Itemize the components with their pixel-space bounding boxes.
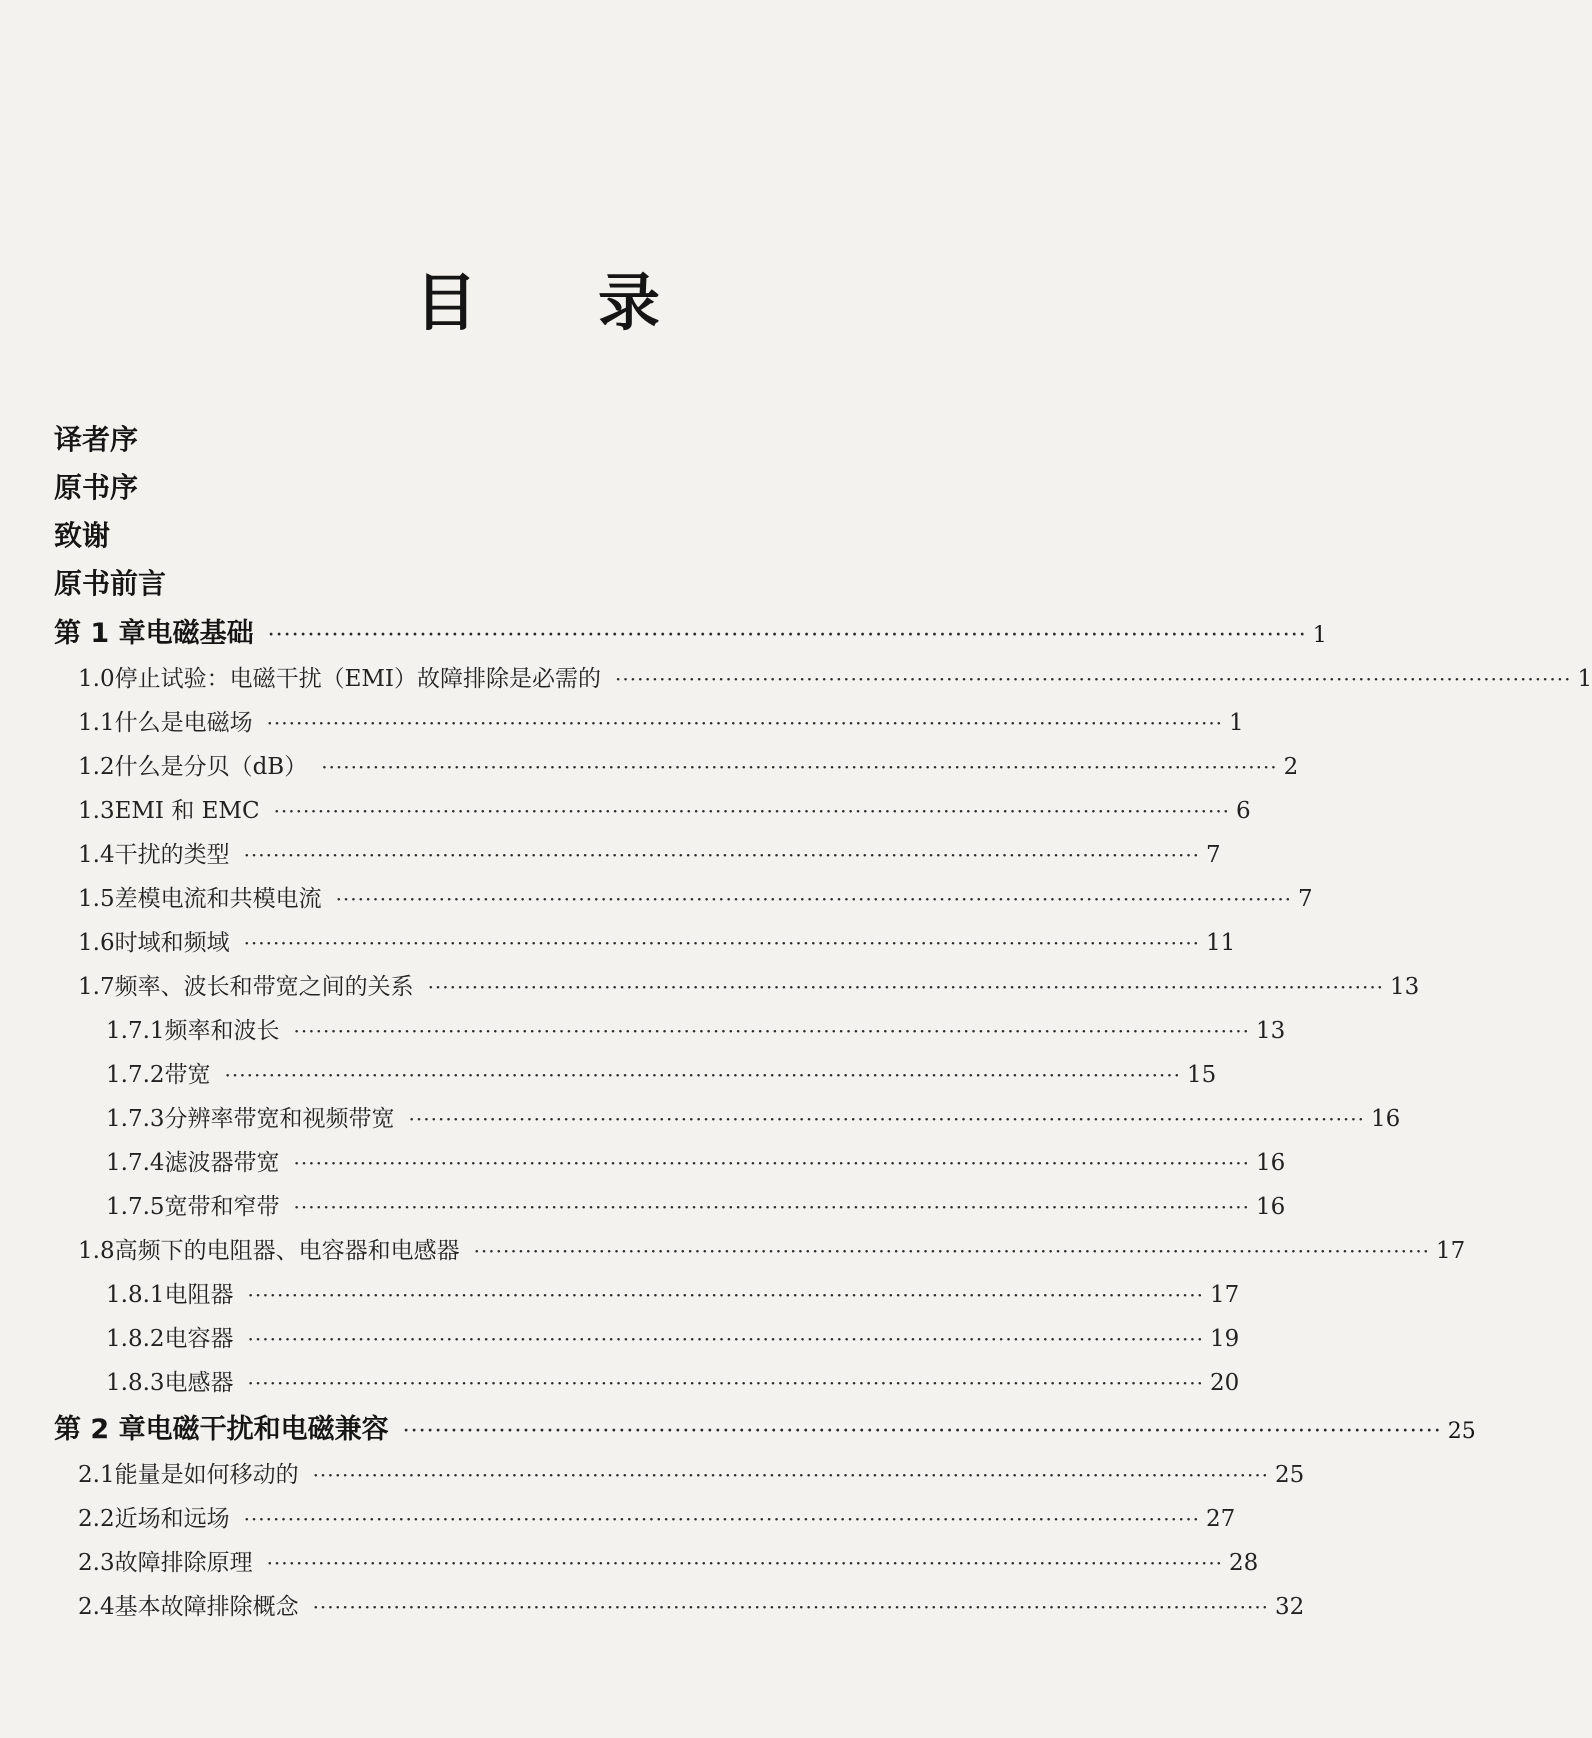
title-char-1: 目 <box>415 266 478 339</box>
toc-section-1-4 <box>78 838 1221 872</box>
toc-section-2-4 <box>78 1590 1305 1624</box>
page-number: 16 <box>1256 1150 1286 1176</box>
subsection-number: 1.7.5 <box>106 1194 165 1220</box>
section-title: 高频下的电阻器、电容器和电感器 <box>114 1238 460 1264</box>
page-number: 2 <box>1283 754 1299 780</box>
toc-section-2-1 <box>78 1458 1305 1492</box>
title-char-2: 录 <box>598 266 661 339</box>
section-title: 干扰的类型 <box>114 842 230 868</box>
subsection-number: 1.7.1 <box>106 1018 165 1044</box>
section-number: 1.3 <box>78 798 115 824</box>
chapter-title: 电磁干扰和电磁兼容 <box>145 1414 389 1445</box>
subsection-title: 滤波器带宽 <box>164 1150 280 1176</box>
section-number: 1.8 <box>78 1238 115 1264</box>
front-matter-foreword: 原书前言 <box>54 567 167 600</box>
page-number: 1 <box>1577 666 1592 692</box>
subsection-title: 电容器 <box>164 1326 234 1352</box>
toc-section-2-3 <box>78 1546 1259 1580</box>
dot-leader: ·································································································································· <box>266 711 1224 735</box>
subsection-number: 1.8.3 <box>106 1370 165 1396</box>
section-title: 什么是分贝（dB） <box>114 754 308 780</box>
section-number: 1.1 <box>78 710 115 736</box>
toc-subsection-1-8-3 <box>106 1366 1240 1400</box>
dot-leader: ·································································································································· <box>224 1063 1181 1087</box>
section-number: 1.7 <box>78 974 115 1000</box>
section-title: 基本故障排除概念 <box>114 1594 299 1620</box>
dot-leader: ·································································································································· <box>293 1195 1250 1219</box>
section-number: 2.2 <box>78 1506 115 1532</box>
page-number: 15 <box>1187 1062 1217 1088</box>
page-number: 16 <box>1371 1106 1401 1132</box>
page-number: 32 <box>1275 1594 1305 1620</box>
subsection-number: 1.8.2 <box>106 1326 165 1352</box>
section-title: 时域和频域 <box>114 930 230 956</box>
dot-leader: ·································································································································· <box>273 799 1231 823</box>
section-number: 1.0 <box>78 666 115 692</box>
dot-leader: ·································································································································· <box>247 1371 1204 1395</box>
front-matter-original-preface: 原书序 <box>54 471 139 504</box>
section-title: 什么是电磁场 <box>114 710 253 736</box>
section-number: 1.2 <box>78 754 115 780</box>
section-number: 2.3 <box>78 1550 115 1576</box>
chapter-title: 电磁基础 <box>145 618 254 649</box>
toc-section-1-0 <box>78 662 1592 696</box>
section-number: 1.6 <box>78 930 115 956</box>
subsection-title: 带宽 <box>164 1062 211 1088</box>
subsection-number: 1.7.3 <box>106 1106 165 1132</box>
dot-leader: ·································································································································· <box>243 1507 1201 1531</box>
front-matter-acknowledgements: 致谢 <box>54 519 111 552</box>
section-title: 差模电流和共模电流 <box>114 886 322 912</box>
dot-leader: ·································································································································· <box>427 975 1385 999</box>
subsection-title: 电感器 <box>164 1370 234 1396</box>
dot-leader: ·································································································································· <box>243 843 1201 867</box>
page-number: 17 <box>1210 1282 1240 1308</box>
page-number: 11 <box>1206 930 1236 956</box>
dot-leader: ·································································································································· <box>335 887 1293 911</box>
subsection-title: 宽带和窄带 <box>164 1194 280 1220</box>
chapter-number: 第 1 章 <box>54 618 146 649</box>
toc-subsection-1-8-1 <box>106 1278 1240 1312</box>
section-title: 频率、波长和带宽之间的关系 <box>114 974 414 1000</box>
toc-chapter-1 <box>54 616 1327 654</box>
page-number: 17 <box>1436 1238 1466 1264</box>
section-title: 停止试验：电磁干扰（EMI）故障排除是必需的 <box>114 666 602 692</box>
dot-leader: ·································································································································· <box>402 1419 1442 1444</box>
page-number: 6 <box>1236 798 1251 824</box>
section-number: 1.5 <box>78 886 115 912</box>
page-number: 20 <box>1210 1370 1240 1396</box>
subsection-title: 电阻器 <box>164 1282 234 1308</box>
page-number: 27 <box>1206 1506 1236 1532</box>
front-matter-translator-preface: 译者序 <box>54 423 139 456</box>
subsection-number: 1.7.4 <box>106 1150 165 1176</box>
subsection-number: 1.8.1 <box>106 1282 165 1308</box>
page-number: 7 <box>1206 842 1221 868</box>
toc-subsection-1-7-1 <box>106 1014 1286 1048</box>
page-number: 25 <box>1447 1419 1476 1444</box>
dot-leader: ·································································································································· <box>266 1551 1224 1575</box>
toc-section-1-5 <box>78 882 1313 916</box>
toc-section-1-8 <box>78 1234 1466 1268</box>
toc-subsection-1-8-2 <box>106 1322 1240 1356</box>
chapter-number: 第 2 章 <box>54 1414 146 1445</box>
page-number: 7 <box>1298 886 1313 912</box>
page-number: 25 <box>1275 1462 1305 1488</box>
dot-leader: ·································································································································· <box>293 1019 1250 1043</box>
page-number: 28 <box>1229 1550 1259 1576</box>
dot-leader: ·································································································································· <box>267 623 1307 648</box>
toc-subsection-1-7-3 <box>106 1102 1401 1136</box>
toc-section-1-7 <box>78 970 1420 1004</box>
dot-leader: ·································································································································· <box>312 1463 1270 1487</box>
dot-leader: ·································································································································· <box>247 1283 1204 1307</box>
toc-section-1-2 <box>78 750 1299 784</box>
subsection-title: 分辨率带宽和视频带宽 <box>164 1106 395 1132</box>
toc-chapter-2 <box>54 1412 1476 1450</box>
toc-subsection-1-7-4 <box>106 1146 1286 1180</box>
page-number: 19 <box>1210 1326 1240 1352</box>
toc-subsection-1-7-2 <box>106 1058 1217 1092</box>
toc-section-1-1 <box>78 706 1244 740</box>
dot-leader: ·································································································································· <box>408 1107 1365 1131</box>
page-number: 13 <box>1256 1018 1286 1044</box>
page-number: 1 <box>1312 623 1327 648</box>
section-title: 近场和远场 <box>114 1506 230 1532</box>
subsection-number: 1.7.2 <box>106 1062 165 1088</box>
toc-section-1-6 <box>78 926 1236 960</box>
section-number: 1.4 <box>78 842 115 868</box>
section-title: 故障排除原理 <box>114 1550 253 1576</box>
toc-section-1-3 <box>78 794 1251 828</box>
dot-leader: ·································································································································· <box>321 755 1278 779</box>
subsection-title: 频率和波长 <box>164 1018 280 1044</box>
page-number: 1 <box>1229 710 1244 736</box>
section-number: 2.1 <box>78 1462 115 1488</box>
section-title: EMI 和 EMC <box>114 798 260 824</box>
section-title: 能量是如何移动的 <box>114 1462 299 1488</box>
dot-leader: ·································································································································· <box>312 1595 1270 1619</box>
page-title <box>0 268 1080 338</box>
dot-leader: ·································································································································· <box>293 1151 1250 1175</box>
dot-leader: ·································································································································· <box>615 667 1572 691</box>
section-number: 2.4 <box>78 1594 115 1620</box>
page-number: 13 <box>1390 974 1420 1000</box>
dot-leader: ·································································································································· <box>247 1327 1204 1351</box>
dot-leader: ·································································································································· <box>473 1239 1431 1263</box>
page-number: 16 <box>1256 1194 1286 1220</box>
toc-subsection-1-7-5 <box>106 1190 1286 1224</box>
toc-section-2-2 <box>78 1502 1236 1536</box>
dot-leader: ·································································································································· <box>243 931 1201 955</box>
